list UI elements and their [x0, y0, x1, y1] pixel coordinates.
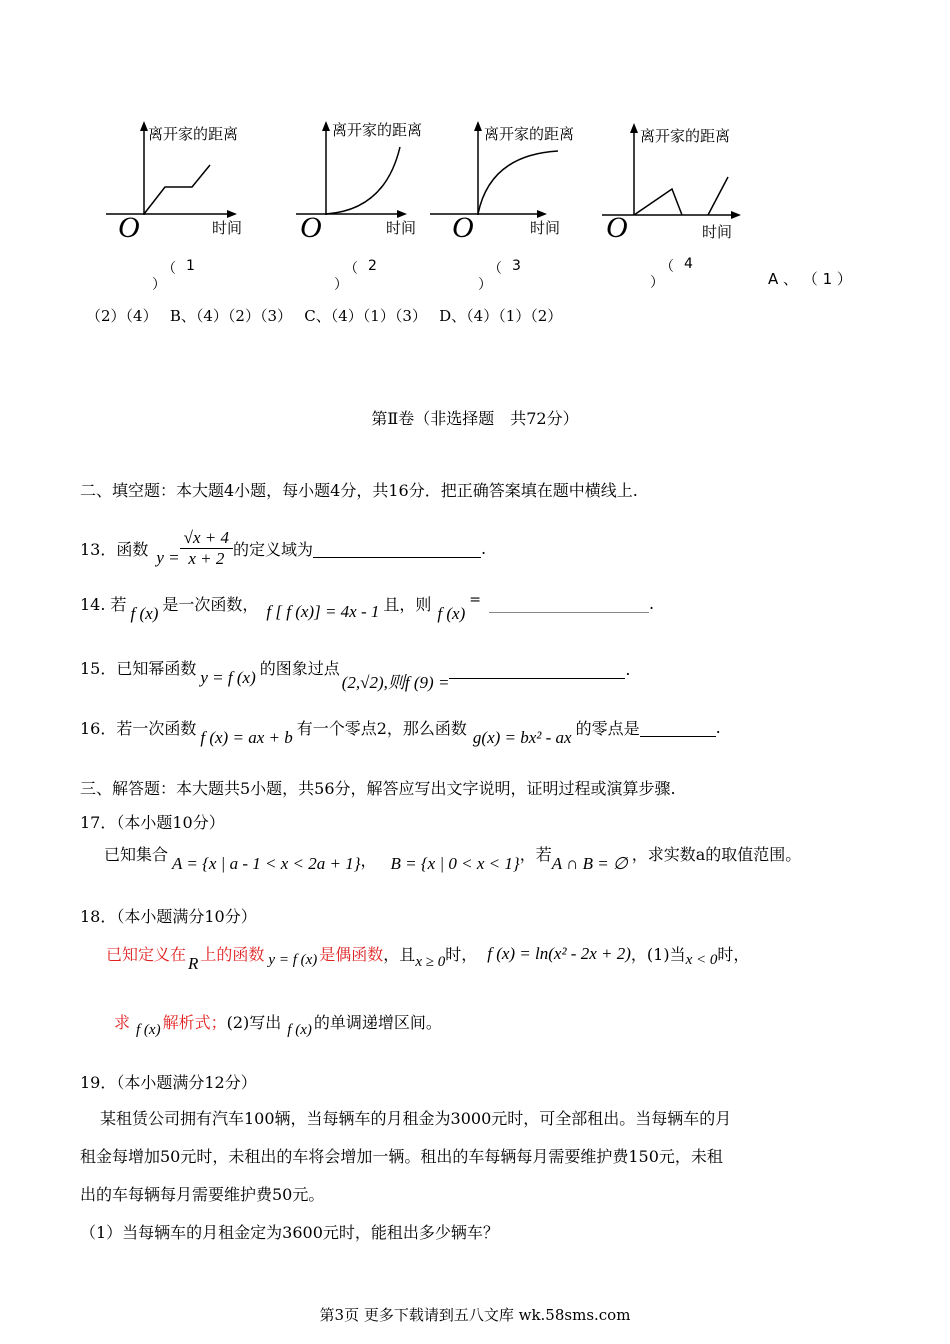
question-18-line-2	[114, 1010, 442, 1050]
graph-1	[100, 115, 250, 245]
graph-2-paren-close: ）	[334, 277, 348, 293]
q18-eq1: y = f (x)	[268, 952, 318, 968]
q15-label: 15．已知幂函数	[80, 659, 197, 678]
graph-4	[600, 115, 760, 245]
graph-2-paren-open: （	[344, 261, 358, 277]
question-16	[80, 716, 721, 756]
graph-2-number: 2	[368, 258, 377, 274]
graph-1-paren-close: ）	[152, 277, 166, 293]
q14-end: .	[648, 594, 655, 613]
x-axis-arrow	[731, 211, 741, 219]
y-axis-arrow	[474, 121, 482, 131]
q19-subquestion-1: （1）当每辆车的月租金定为3600元时，能租出多少辆车？	[80, 1223, 499, 1242]
q13-text: 的定义域为	[233, 539, 314, 559]
q13-fraction	[180, 528, 233, 569]
q14-f: f (x)	[130, 604, 159, 623]
q17-sep: ，	[360, 851, 377, 870]
q14-label: 14. 若	[80, 595, 127, 614]
q15-answer-blank[interactable]	[449, 656, 625, 679]
q17-set-a: A = {x | a - 1 < x < 2a + 1}	[172, 854, 361, 873]
q13-label: 13．函数	[80, 539, 149, 559]
x-axis-label: 时间	[702, 223, 733, 241]
q15-point: (2,√2),则f (9) =	[341, 673, 450, 692]
solve-header: 三、解答题：本大题共5小题，共56分，解答应写出文字说明，证明过程或演算步骤.	[80, 779, 676, 798]
q16-text-2: 的零点是	[575, 719, 640, 738]
q14-answer-blank[interactable]	[489, 592, 649, 613]
page-footer: 第3页 更多下载请到五八文库 wk.58sms.com	[319, 1306, 631, 1324]
q18-red-5: 解析式；	[162, 1013, 227, 1032]
y-axis-arrow	[140, 121, 148, 131]
q17-condition: A ∩ B = ∅	[551, 854, 628, 873]
q18-cond-2: x < 0	[685, 952, 718, 968]
graph-4-number: 4	[684, 256, 693, 272]
q18-text-3: ，(1)当	[630, 945, 686, 964]
question-15	[80, 656, 631, 696]
q16-label: 16．若一次函数	[80, 719, 197, 738]
graph-3	[430, 115, 590, 245]
y-axis-label: 离开家的距离	[484, 125, 575, 143]
question-18-line-1	[106, 942, 749, 982]
graph-1-paren-open: （	[162, 261, 176, 277]
graph-1-number: 1	[186, 258, 195, 274]
q19-paragraph-2: 租金每增加50元时，未租出的车将会增加一辆。租出的车每辆每月需要维护费150元，未租	[80, 1147, 723, 1166]
q16-text-1: 有一个零点2，那么函数	[296, 719, 467, 738]
q14-equals: =	[469, 592, 481, 608]
origin-label: O	[300, 211, 322, 244]
y-axis-label: 离开家的距离	[148, 125, 239, 143]
q18-text-1: ，且	[383, 945, 416, 964]
q15-text-1: 的图象过点	[259, 659, 340, 678]
y-axis-arrow	[630, 123, 638, 133]
q18-red-2: 上的函数	[200, 945, 265, 964]
distance-curve	[326, 147, 400, 214]
q17-title: 17．（本小题10分）	[80, 813, 225, 832]
y-axis-label: 离开家的距离	[332, 121, 423, 139]
question-17	[104, 842, 801, 882]
q13-denominator: x + 2	[188, 548, 225, 568]
q13-numerator: √x + 4	[180, 528, 233, 549]
q18-text-2: 时，	[445, 945, 478, 964]
x-axis-label: 时间	[212, 219, 243, 237]
x-axis-label: 时间	[386, 219, 417, 237]
q17-text-2: ，若	[519, 845, 552, 864]
q18-eq2: f (x) = ln(x² - 2x + 2)	[487, 944, 631, 963]
question-14	[80, 592, 654, 632]
question-13	[80, 520, 486, 576]
graph-4-paren-open: （	[660, 259, 674, 275]
y-axis-arrow	[322, 121, 330, 131]
q18-text-6: 的单调递增区间。	[313, 1013, 442, 1032]
q16-equation: f (x) = ax + b	[200, 728, 293, 747]
q13-lhs: y =	[156, 548, 180, 567]
q19-paragraph-3: 出的车每辆每月需要维护费50元。	[80, 1185, 325, 1204]
origin-label: O	[452, 211, 474, 244]
distance-curve	[478, 151, 558, 214]
q14-f2: f (x)	[437, 604, 466, 623]
q18-red-1: 已知定义在	[106, 945, 187, 964]
options-line: （2）（4） B、（4）（2）（3） C、（4）（1）（3） D、（4）（1）（2）	[86, 307, 563, 325]
q18-text-5: (2)写出	[226, 1013, 282, 1032]
q13-answer-blank[interactable]	[313, 539, 481, 558]
q18-r: R	[188, 954, 199, 973]
q17-text-3: ，求实数a的取值范围。	[631, 845, 802, 864]
option-a-start: A 、 （ 1 ）	[768, 270, 852, 288]
q18-cond-1: x ≥ 0	[415, 954, 446, 970]
q19-paragraph-1: 某租赁公司拥有汽车100辆，当每辆车的月租金为3000元时，可全部租出。当每辆车的月	[100, 1109, 732, 1128]
graph-3-paren-close: ）	[478, 277, 492, 293]
q15-end: .	[625, 660, 631, 679]
q14-text-2: 且，则	[383, 595, 432, 614]
x-axis-label: 时间	[530, 219, 561, 237]
section-2-title: 第Ⅱ卷（非选择题 共72分）	[371, 409, 579, 428]
q18-f1: f (x)	[136, 1022, 161, 1038]
y-axis-label: 离开家的距离	[640, 127, 731, 145]
q13-end: .	[481, 538, 487, 558]
graph-2	[290, 115, 440, 245]
q19-title: 19．（本小题满分12分）	[80, 1073, 257, 1092]
q16-end: .	[715, 718, 721, 737]
origin-label: O	[606, 211, 628, 244]
q15-equation: y = f (x)	[200, 668, 256, 687]
fill-in-header: 二、填空题：本大题4小题，每小题4分，共16分．把正确答案填在题中横线上.	[80, 481, 638, 500]
q18-text-4: 时，	[717, 945, 750, 964]
q18-red-4: 求	[114, 1013, 131, 1032]
q14-equation: f [ f (x)] = 4x - 1	[266, 602, 380, 621]
q16-g: g(x) = bx² - ax	[472, 728, 572, 747]
origin-label: O	[118, 211, 140, 244]
q18-title: 18．（本小题满分10分）	[80, 907, 257, 926]
graph-3-number: 3	[512, 258, 521, 274]
q18-red-3: 是偶函数	[319, 945, 384, 964]
q17-text-1: 已知集合	[104, 845, 169, 864]
q14-text-1: 是一次函数，	[162, 595, 259, 614]
graph-3-paren-open: （	[488, 261, 502, 277]
q16-answer-blank[interactable]	[640, 716, 716, 737]
distance-curve	[144, 165, 210, 214]
distance-curve-a	[634, 189, 682, 215]
distance-curve-b	[708, 177, 728, 215]
q17-set-b: B = {x | 0 < x < 1}	[390, 854, 520, 873]
graph-4-paren-close: ）	[650, 275, 664, 291]
q18-f2: f (x)	[287, 1022, 312, 1038]
